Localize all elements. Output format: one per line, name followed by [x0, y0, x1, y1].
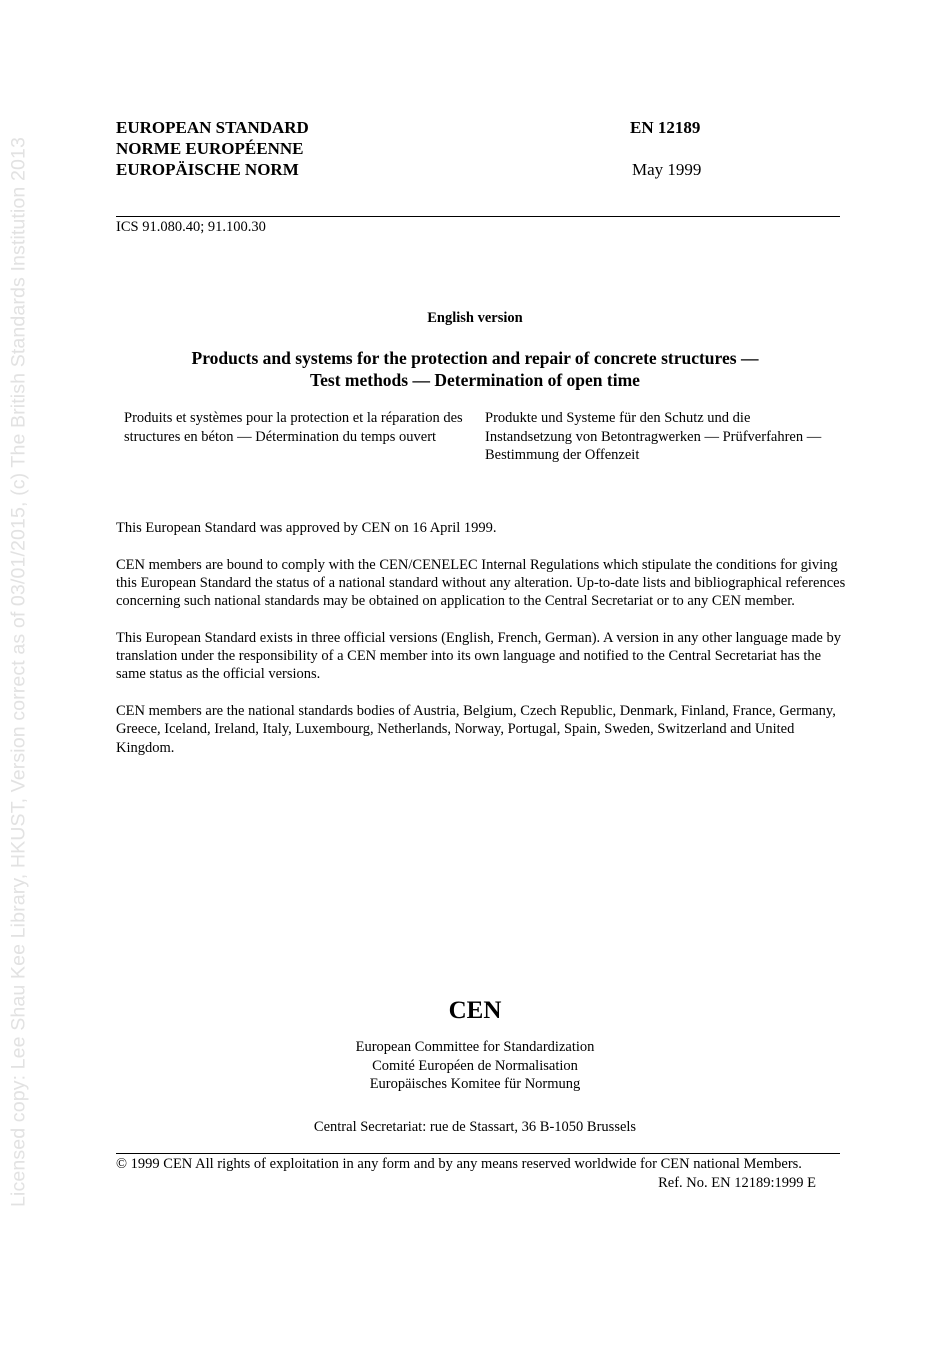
publication-date: May 1999 — [632, 160, 702, 179]
approval-text — [116, 519, 846, 775]
footer — [116, 1155, 816, 1191]
license-watermark: Licensed copy: Lee Shau Kee Library, HKUST, Version correct as of 03/01/2015, (c) The British Standards Institution 2013 — [7, 137, 30, 1207]
title-english: EUROPEAN STANDARD — [116, 118, 309, 137]
document-header — [116, 117, 840, 187]
version-label: English version — [427, 310, 523, 326]
cen-name-english: European Committee for Standardization — [355, 1039, 595, 1055]
french-title: Produits et systèmes pour la protection et la réparation des structures en béton — Détermination du temps ouvert — [124, 410, 463, 445]
paragraph-approval: This European Standard was approved by CEN on 16 April 1999. — [116, 520, 497, 536]
document-title-line-2: Test methods — Determination of open time — [310, 370, 640, 390]
cen-name-german: Europäisches Komitee für Normung — [369, 1076, 581, 1092]
header-divider — [116, 216, 840, 217]
title-french: NORME EUROPÉENNE — [116, 139, 304, 158]
cen-name-french: Comité Européen de Normalisation — [372, 1057, 578, 1074]
reference-number: Ref. No. EN 12189:1999 E — [658, 1174, 816, 1191]
document-title — [116, 347, 834, 391]
cen-block — [0, 995, 950, 1094]
paragraph-members: CEN members are the national standards bodies of Austria, Belgium, Czech Republic, Denmark, Finland, France, Germany, Greece, Iceland, Ireland, Italy, Luxembourg, Netherlands, Norway, Portugal, Spain, Sweden, Switzerland and United Kingdom. — [116, 702, 836, 756]
document-title-line-1: Products and systems for the protection and repair of concrete structures — — [191, 348, 759, 368]
paragraph-regulations: CEN members are bound to comply with the CEN/CENELEC Internal Regulations which stipulate the conditions for giving this European Standard the status of a national standard without any alteration. Up-to-date lists and bibliographical references concerning such national standards may be obtained on application to the Central Secretariat or to any CEN member. — [116, 556, 846, 610]
standard-type-titles — [116, 117, 309, 180]
cen-logo: CEN — [448, 997, 502, 1024]
central-secretariat-address: Central Secretariat: rue de Stassart, 36 B-1050 Brussels — [313, 1119, 637, 1135]
footer-divider — [116, 1153, 840, 1154]
german-title: Produkte und Systeme für den Schutz und die Instandsetzung von Betontragwerken — Prüfverfahren — Bestimmung der Offenzeit — [485, 410, 822, 463]
copyright-notice: © 1999 CEN All rights of exploitation in any form and by any means reserved worldwide for CEN national Members. — [116, 1156, 802, 1172]
ics-code: ICS 91.080.40; 91.100.30 — [116, 219, 266, 235]
standard-number: EN 12189 — [630, 118, 701, 137]
paragraph-versions: This European Standard exists in three official versions (English, French, German). A version in any other language made by translation under the responsibility of a CEN member into its own language and notified to the Central Secretariat has the same status as the official versions. — [116, 629, 841, 683]
title-german: EUROPÄISCHE NORM — [116, 160, 299, 179]
